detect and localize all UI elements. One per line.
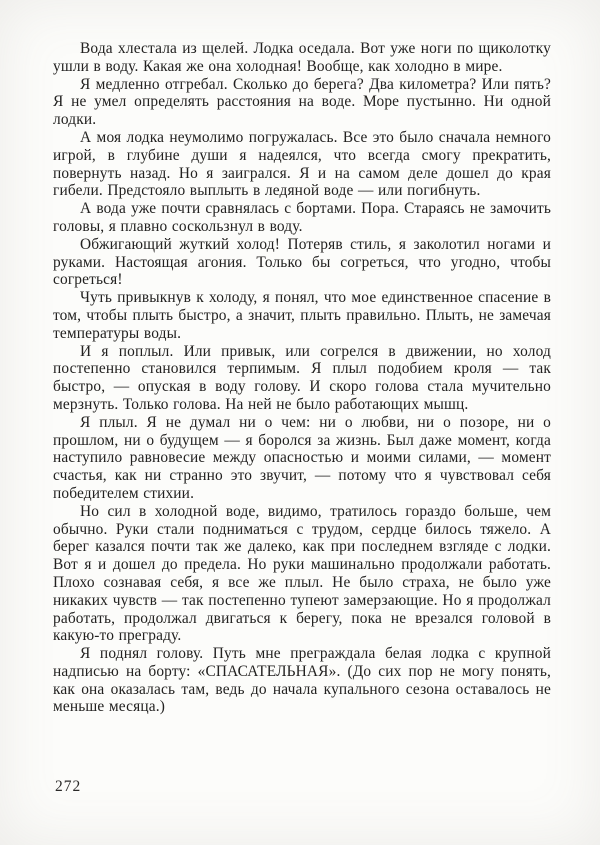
paragraph: Я плыл. Я не думал ни о чем: ни о любви, ни о позоре, ни о прошлом, ни о будущем — я боролся за жизнь. Был даже момент, когда наступило равновесие между опасностью и моими силами, — момент счастья, как ни странно это звучит, — потому что я чувствовал себя победителем стихии. [53,413,551,502]
paragraph: А моя лодка неумолимо погружалась. Все это было сначала немного игрой, в глубине души я надеялся, что всегда смогу прекратить, повернуть назад. Но я заигрался. Я и на самом деле дошел до края гибели. Предстояло выплыть в ледяной воде — или погибнуть. [53,128,551,200]
paragraph: Я поднял голову. Путь мне преграждала белая лодка с крупной надписью на борту: «СПАСАТЕЛЬНАЯ». (До сих пор не могу понять, как она оказалась там, ведь до начала купального сезона оставалось не меньше месяца.) [53,645,551,716]
paragraph: Я медленно отгребал. Сколько до берега? Два километра? Или пять? Я не умел определять расстояния на воде. Море пустынно. Ни одной лодки. [53,75,551,129]
paragraph: Обжигающий жуткий холод! Потеряв стиль, я заколотил ногами и руками. Настоящая агония. Только бы согреться, что угодно, чтобы согреться! [53,235,551,289]
paragraph: Чуть привыкнув к холоду, я понял, что мое единственное спасение в том, чтобы плыть быстро, а значит, плыть правильно. Плыть, не замечая температуры воды. [53,289,551,342]
paragraph: Вода хлестала из щелей. Лодка оседала. Вот уже ноги по щиколотку ушли в воду. Какая же она холодная! Вообще, как холодно в мире. [53,40,551,75]
paragraph: И я поплыл. Или привык, или согрелся в движении, но холод постепенно становился терпимым. Я плыл подобием кроля — так быстро, — опуская в воду голову. И скоро голова стала мучительно мерзнуть. Только голова. На ней не было работающих мышц. [53,342,551,413]
page-number: 272 [55,778,82,795]
paragraph: Но сил в холодной воде, видимо, тратилось гораздо больше, чем обычно. Руки стали подниматься с трудом, сердце билось тяжело. А берег казался почти так же далеко, как при последнем взгляде с лодки. Вот я и дошел до предела. Но руки машинально продолжали работать. Плохо сознавая себя, я все же плыл. Не было страха, не было уже никаких чувств — так постепенно тупеют замерзающие. Но я продолжал работать, продолжал двигаться к берегу, пока не врезался головой в какую-то преграду. [53,502,551,645]
paragraph: А вода уже почти сравнялась с бортами. Пора. Стараясь не замочить головы, я плавно соскользнул в воду. [53,200,551,235]
text-block [53,40,551,716]
